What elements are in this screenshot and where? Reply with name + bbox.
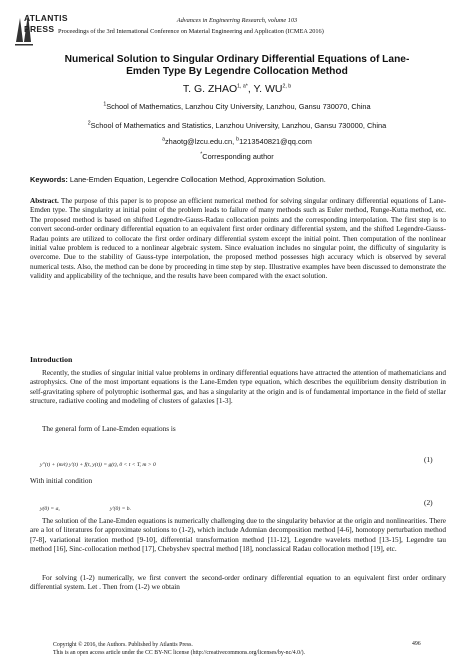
authors: [0, 83, 474, 95]
with-initial-condition: With initial condition: [30, 477, 93, 485]
aff1-text: School of Mathematics, Lanzhou City University, Lanzhou, Gansu 730070, China: [106, 102, 371, 111]
logo-line1: ATLANTIS: [24, 13, 68, 23]
equation-1: y''(t) + (m/t) y'(t) + f(t, y(t)) = g(t), 0 < t < T, m > 0: [40, 462, 156, 468]
equation-2b: y'(0) = b.: [110, 506, 131, 512]
intro-paragraph-3: The solution of the Lane-Emden equations is numerically challenging due to the singularity behavior at the origin and nonlinearities. There are a lot of literatures for approximate solutions to (1-2), which include Adomian decomposition method [4-6], homotopy perturbation method [7-8], variational iteration method [9-10], differential transformation method [11-12], Legendre wavelets method [13-15], Legendre tau method [16], Sinc-collocation method [17], Chebyshev spectral method [18], nonclassical Radau collocation method [19], etc.: [30, 517, 446, 554]
footer-copyright: [53, 641, 305, 657]
author-1-sup: 1, a*: [237, 83, 248, 90]
corr-text: Corresponding author: [202, 152, 274, 161]
footer-line1: Copyright © 2016, the Authors. Published by Atlantis Press.: [53, 642, 193, 648]
intro-paragraph-2: The general form of Lane-Emden equations is: [42, 425, 176, 433]
title-line1: Numerical Solution to Singular Ordinary Differential Equations of Lane-: [64, 54, 410, 65]
emails: [0, 137, 474, 146]
corresponding-author: [0, 152, 474, 161]
equation-2-number: (2): [424, 498, 433, 507]
equation-2a: y(0) = a,: [40, 506, 60, 512]
intro-paragraph-4: For solving (1-2) numerically, we first convert the second-order ordinary differential equation to an equivalent first order ordinary differential system. Let . Then from (1-2) we obtain: [30, 574, 446, 592]
keywords-text: Lane-Emden Equation, Legendre Collocation Method, Approximation Solution.: [67, 175, 326, 184]
email-b: 1213540821@qq.com: [239, 137, 312, 146]
corr-sup: *: [200, 151, 203, 158]
title-line2: Emden Type By Legendre Collocation Method: [126, 66, 348, 77]
page-number: 496: [412, 641, 421, 647]
email-a: zhaotg@lzcu.edu.cn,: [164, 137, 237, 146]
footer-line2: This is an open access article under the CC BY-NC license (http://creativecommons.org/licenses/by-nc/4.0/).: [53, 650, 305, 656]
abstract-text: The purpose of this paper is to propose an efficient numerical method for solving singular ordinary differential equations of Lane-Emden type. The singularity at initial point of the problem leads to failure of many methods such as Euler method, Runge-Kutta method, etc. The proposed method is based on shifted Legendre-Gauss-Radau collocation points and the corresponding interpolation. The first step is to convert second-order ordinary differential equation to an equivalent first order ordinary differential system, and the shifted Legendre-Gauss-Radau points are utilized to collocate the first order ordinary differential system except the initial point. Then computation of the nonlinear initial value problem is reduced to a nonlinear algebraic system. Since evaluation includes no singular point, the difficulty of singularity is overcome. Due to the stability of Gauss-type interpolation, the proposed method possesses high accuracy which is observed by several numerical tests. Also, the method can be done by proceeding in time step by step. Illustrative examples have been discussed to demonstrate the validity and applicability of the technique, and the results have been compared with the exact solution.: [30, 197, 446, 281]
email-b-sup: b: [236, 136, 240, 143]
author-2-sup: 2, b: [282, 83, 292, 90]
author-1: T. G. ZHAO: [182, 83, 238, 95]
journal-line: Advances in Engineering Research, volume 103: [176, 17, 298, 24]
aff2-sup: 2: [87, 120, 91, 127]
abstract-label: Abstract.: [30, 197, 59, 205]
author-2: Y. WU: [253, 83, 283, 95]
aff1-sup: 1: [103, 101, 107, 108]
intro-paragraph-1: Recently, the studies of singular initial value problems in ordinary differential equations have attracted the attention of mathematicians and astrophysics. One of the most important equations is the Lane-Emden type equation, which describes the equilibrium density distribution in self-gravitating sphere of polytrophic isothermal gas, and has a singularity at the origin and is of fundamental importance in the field of stellar structure, radiative cooling and modeling of clusters of galaxies [1-3].: [30, 369, 446, 406]
aff2-text: School of Mathematics and Statistics, Lanzhou University, Lanzhou, Gansu 730000, China: [90, 121, 387, 130]
affiliation-2: [0, 121, 474, 130]
logo-line2: PRESS: [24, 24, 55, 34]
paper-title: [30, 54, 444, 78]
keywords-label: Keywords:: [30, 175, 68, 184]
author-sep: ,: [247, 83, 254, 95]
introduction-heading: Introduction: [30, 355, 73, 364]
equation-1-number: (1): [424, 455, 433, 464]
keywords: [30, 175, 450, 184]
proceedings-line: Proceedings of the 3rd International Conference on Material Engineering and Application (ICMEA 2016): [58, 28, 324, 35]
abstract: [30, 197, 446, 282]
affiliation-1: [0, 102, 474, 111]
email-a-sup: a: [162, 136, 165, 143]
